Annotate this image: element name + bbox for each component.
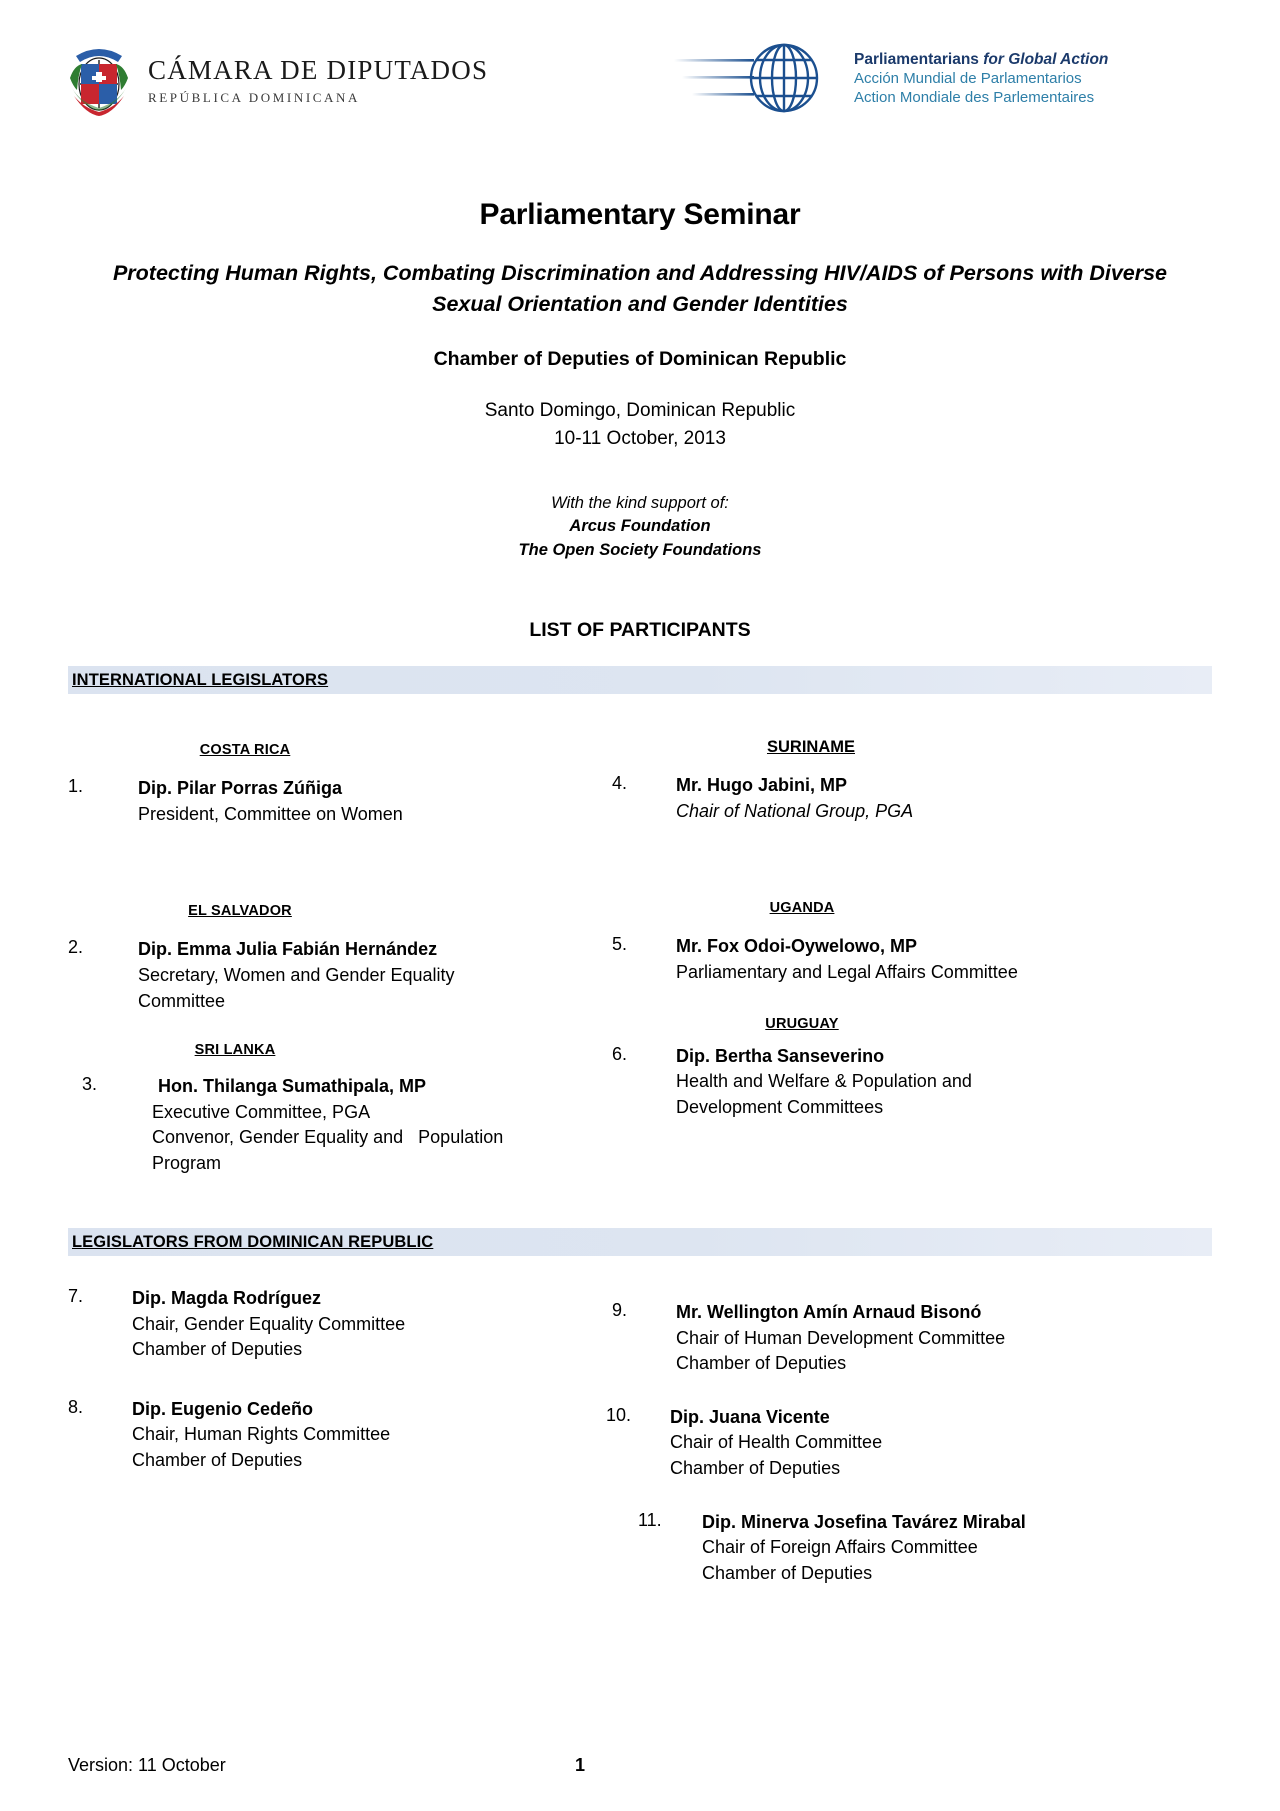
participant-entry xyxy=(612,934,1142,985)
participant-entry xyxy=(612,1044,1142,1121)
participant-name: Hon. Thilanga Sumathipala, MP xyxy=(158,1076,427,1097)
participant-role-line: Chair of Human Development Committee xyxy=(676,1327,1006,1348)
camara-subtitle: REPÚBLICA DOMINICANA xyxy=(148,89,360,105)
participant-number: 3. xyxy=(82,1074,98,1095)
participant-name: Dip. Bertha Sanseverino xyxy=(676,1045,885,1066)
participant-number: 5. xyxy=(612,934,628,955)
participant-number: 2. xyxy=(68,937,84,958)
participant-name: Dip. Pilar Porras Zúñiga xyxy=(138,778,343,799)
logo-header xyxy=(68,0,1212,148)
country-heading-costa-rica: COSTA RICA xyxy=(199,742,291,759)
support-open-society: The Open Society Foundations xyxy=(518,541,762,560)
participant-role-line: Development Committees xyxy=(676,1096,884,1117)
participant-role-line: Chamber of Deputies xyxy=(670,1457,841,1478)
dominican-column-right xyxy=(606,1300,1142,1586)
participant-name: Dip. Eugenio Cedeño xyxy=(132,1398,314,1419)
pga-line-english-regular: Parliamentarians xyxy=(854,51,984,69)
participant-number: 10. xyxy=(606,1404,632,1425)
country-heading-sri-lanka: SRI LANKA xyxy=(194,1042,276,1059)
participant-role-line: Convenor, Gender Equality and Population xyxy=(152,1127,504,1148)
participant-entry xyxy=(68,937,598,1014)
participant-role: President, Committee on Women xyxy=(138,803,403,824)
page-footer xyxy=(68,1755,1212,1783)
participant-name: Dip. Magda Rodríguez xyxy=(132,1288,321,1309)
participant-details xyxy=(702,1510,1142,1587)
participant-details xyxy=(676,773,1142,824)
globe-icon xyxy=(674,38,844,118)
participant-details xyxy=(132,1286,598,1363)
section-banner-dominican-label: LEGISLATORS FROM DOMINICAN REPUBLIC xyxy=(72,1232,434,1251)
participant-details xyxy=(670,1405,1142,1482)
participant-number: 1. xyxy=(68,776,84,797)
support-lead: With the kind support of: xyxy=(551,493,729,512)
participant-role-line: Chamber of Deputies xyxy=(676,1353,847,1374)
participant-role: Parliamentary and Legal Affairs Committee xyxy=(676,961,1018,982)
participant-role-line: Executive Committee, PGA xyxy=(152,1101,371,1122)
participant-name: Dip. Juana Vicente xyxy=(670,1406,830,1427)
participant-role-line: Secretary, Women and Gender Equality xyxy=(138,964,455,985)
participant-role-line: Chair, Human Rights Committee xyxy=(132,1424,391,1445)
participant-role-line: Chair, Gender Equality Committee xyxy=(132,1313,406,1334)
participant-entry xyxy=(612,773,1142,824)
participant-role-line: Program xyxy=(152,1152,222,1173)
international-column-left xyxy=(68,742,598,1176)
camara-de-diputados-logo xyxy=(68,38,608,116)
page-number: 1 xyxy=(574,1755,585,1775)
participant-role-line: Chamber of Deputies xyxy=(132,1449,303,1470)
pga-logo xyxy=(674,38,1108,118)
participant-entry xyxy=(68,1286,598,1363)
pga-line-spanish: Acción Mundial de Parlamentarios xyxy=(854,69,1082,87)
participant-role-line: Chair of Health Committee xyxy=(670,1432,883,1453)
participant-entry xyxy=(612,1510,1142,1587)
participant-role-line: Chamber of Deputies xyxy=(702,1562,873,1583)
location-block xyxy=(68,397,1212,453)
support-block xyxy=(68,492,1212,564)
dominican-legislators-columns xyxy=(68,1286,1212,1586)
participant-details xyxy=(676,1300,1142,1377)
version-label: Version: 11 October xyxy=(68,1755,226,1775)
participant-number: 11. xyxy=(638,1509,662,1530)
country-heading-uruguay: URUGUAY xyxy=(765,1015,839,1032)
participant-entry xyxy=(68,1397,598,1474)
participant-name: Mr. Fox Odoi-Oywelowo, MP xyxy=(676,936,918,957)
participant-entry xyxy=(606,1404,1142,1482)
page-subtitle: Protecting Human Rights, Combating Discrimination and Addressing HIV/AIDS of Persons with Diverse Sexual Orientation and Gender Identities xyxy=(112,261,1168,317)
participant-details xyxy=(152,1074,598,1176)
participant-details xyxy=(676,934,1142,985)
camara-logo-text xyxy=(148,51,488,104)
venue-line: Chamber of Deputies of Dominican Republic xyxy=(433,348,847,371)
participant-number: 8. xyxy=(68,1396,84,1417)
list-of-participants-heading: LIST OF PARTICIPANTS xyxy=(529,619,751,642)
dates-line: 10-11 October, 2013 xyxy=(554,428,726,450)
participant-details xyxy=(138,937,598,1014)
participant-details xyxy=(676,1044,1142,1121)
participant-role-line: Committee xyxy=(138,990,226,1011)
section-banner-international-label: INTERNATIONAL LEGISLATORS xyxy=(72,670,329,689)
participant-number: 9. xyxy=(612,1300,628,1321)
participant-name: Dip. Emma Julia Fabián Hernández xyxy=(138,939,438,960)
participant-role-line: Health and Welfare & Population and xyxy=(676,1071,972,1092)
international-column-right xyxy=(612,738,1142,1176)
section-banner-international xyxy=(68,666,1212,694)
page-title: Parliamentary Seminar xyxy=(479,198,801,231)
pga-line-english-italic: for Global Action xyxy=(983,51,1109,69)
participant-name: Dip. Minerva Josefina Tavárez Mirabal xyxy=(702,1511,1026,1532)
participant-role-line: Chamber of Deputies xyxy=(132,1339,303,1360)
participant-name: Mr. Hugo Jabini, MP xyxy=(676,775,848,796)
pga-line-english xyxy=(854,50,1108,70)
dominican-column-left xyxy=(68,1286,598,1586)
participant-number: 7. xyxy=(68,1286,84,1307)
participant-entry xyxy=(68,1074,598,1176)
country-heading-suriname: SURINAME xyxy=(766,738,855,757)
country-heading-el-salvador: EL SALVADOR xyxy=(188,903,292,920)
support-arcus: Arcus Foundation xyxy=(569,517,711,536)
participant-details xyxy=(138,776,598,827)
dominican-republic-coat-of-arms-icon xyxy=(68,38,130,116)
section-banner-dominican xyxy=(68,1228,1212,1256)
city-line: Santo Domingo, Dominican Republic xyxy=(484,400,796,422)
participant-number: 4. xyxy=(612,773,628,794)
participant-name: Mr. Wellington Amín Arnaud Bisonó xyxy=(676,1302,982,1323)
participant-entry xyxy=(68,776,598,827)
pga-logo-text xyxy=(854,48,1108,107)
participant-role: Chair of National Group, PGA xyxy=(676,800,914,821)
participant-number: 6. xyxy=(612,1043,628,1064)
participant-entry xyxy=(612,1300,1142,1377)
camara-title: CÁMARA DE DIPUTADOS xyxy=(148,54,489,85)
participant-details xyxy=(132,1397,598,1474)
country-heading-uganda: UGANDA xyxy=(769,900,835,917)
international-legislators-columns xyxy=(68,738,1212,1176)
participant-role-line: Chair of Foreign Affairs Committee xyxy=(702,1537,978,1558)
pga-line-french: Action Mondiale des Parlementaires xyxy=(854,88,1095,106)
